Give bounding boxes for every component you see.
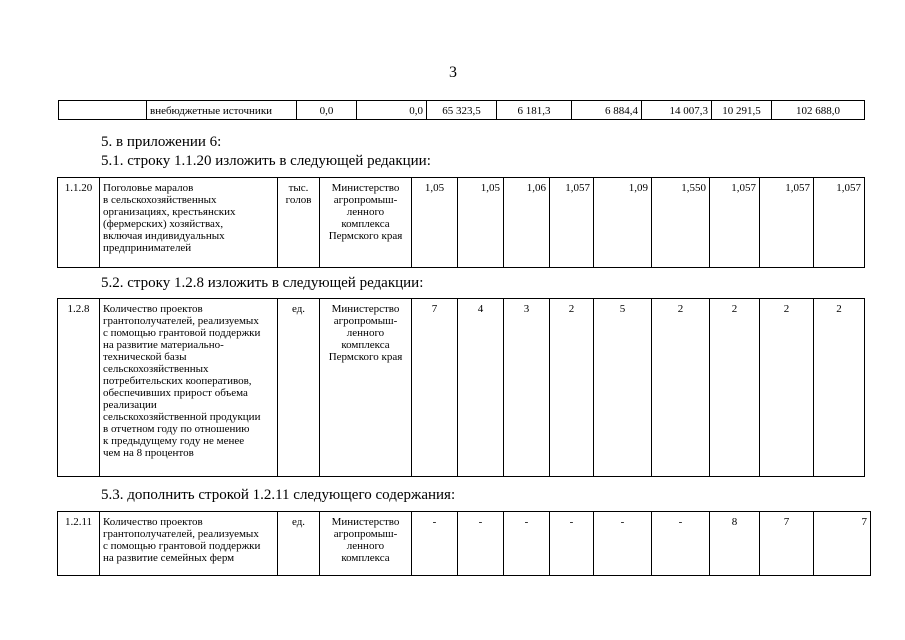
value-cell: 65 323,5	[427, 101, 497, 120]
paragraph-5-3: 5.3. дополнить строкой 1.2.11 следующего содержания:	[101, 487, 456, 503]
paragraph-5-1: 5.1. строку 1.1.20 изложить в следующей редакции:	[101, 153, 431, 169]
value-cell: 10 291,5	[712, 101, 772, 120]
table-row-1-1-20	[57, 177, 865, 268]
organization-cell: Министерство агропромыш- ленного комплекса	[320, 512, 412, 576]
value-cell: 8	[710, 512, 760, 576]
row-code: 1.2.11	[58, 512, 100, 576]
value-cell: 2	[760, 299, 814, 477]
table-row	[58, 299, 865, 477]
indicator-name: Количество проектов грантополучателей, реализуемых с помощью грантовой поддержки на развитие семейных ферм	[100, 512, 278, 576]
value-cell: 7	[412, 299, 458, 477]
value-cell: 14 007,3	[642, 101, 712, 120]
value-cell: 1,057	[710, 178, 760, 268]
value-cell: 4	[458, 299, 504, 477]
table-row-1-2-11	[57, 511, 871, 576]
top-budget-table	[58, 100, 865, 120]
row-code: 1.1.20	[58, 178, 100, 268]
value-cell: 1,057	[814, 178, 865, 268]
table-row	[59, 101, 865, 120]
value-cell: 102 688,0	[772, 101, 865, 120]
value-cell: 1,05	[412, 178, 458, 268]
value-cell: 1,057	[550, 178, 594, 268]
paragraph-5-2: 5.2. строку 1.2.8 изложить в следующей редакции:	[101, 275, 424, 291]
value-cell: 6 181,3	[497, 101, 572, 120]
unit-cell: тыс. голов	[278, 178, 320, 268]
value-cell: 1,06	[504, 178, 550, 268]
value-cell: 3	[504, 299, 550, 477]
table-row	[58, 178, 865, 268]
value-cell: 7	[814, 512, 871, 576]
value-cell: -	[412, 512, 458, 576]
empty-cell	[59, 101, 147, 120]
value-cell: 2	[814, 299, 865, 477]
value-cell: -	[594, 512, 652, 576]
page-number: 3	[449, 64, 457, 81]
value-cell: -	[504, 512, 550, 576]
value-cell: -	[550, 512, 594, 576]
indicator-name: Поголовье маралов в сельскохозяйственных организациях, крестьянских (фермерских) хозяйствах, включая индивидуальных предпринимателей	[100, 178, 278, 268]
paragraph-5: 5. в приложении 6:	[101, 134, 222, 150]
value-cell: 6 884,4	[572, 101, 642, 120]
value-cell: 0,0	[357, 101, 427, 120]
value-cell: 1,057	[760, 178, 814, 268]
row-code: 1.2.8	[58, 299, 100, 477]
value-cell: 5	[594, 299, 652, 477]
table-row	[58, 512, 871, 576]
value-cell: 0,0	[297, 101, 357, 120]
value-cell: 1,09	[594, 178, 652, 268]
indicator-name: Количество проектов грантополучателей, реализуемых с помощью грантовой поддержки на развитие материально- технической базы сельскохозяйственных потребительских кооперативов, обеспечивших прирост объема реализации сельскохозяйственной продукции в отчетном году по отношению к предыдущему году не менее чем на 8 процентов	[100, 299, 278, 477]
value-cell: 1,550	[652, 178, 710, 268]
value-cell: 2	[550, 299, 594, 477]
source-label-cell: внебюджетные источники	[147, 101, 297, 120]
value-cell: -	[458, 512, 504, 576]
organization-cell: Министерство агропромыш- ленного комплекса Пермского края	[320, 299, 412, 477]
unit-cell: ед.	[278, 299, 320, 477]
value-cell: 2	[652, 299, 710, 477]
unit-cell: ед.	[278, 512, 320, 576]
value-cell: 7	[760, 512, 814, 576]
organization-cell: Министерство агропромыш- ленного комплекса Пермского края	[320, 178, 412, 268]
table-row-1-2-8	[57, 298, 865, 477]
value-cell: 1,05	[458, 178, 504, 268]
value-cell: -	[652, 512, 710, 576]
value-cell: 2	[710, 299, 760, 477]
